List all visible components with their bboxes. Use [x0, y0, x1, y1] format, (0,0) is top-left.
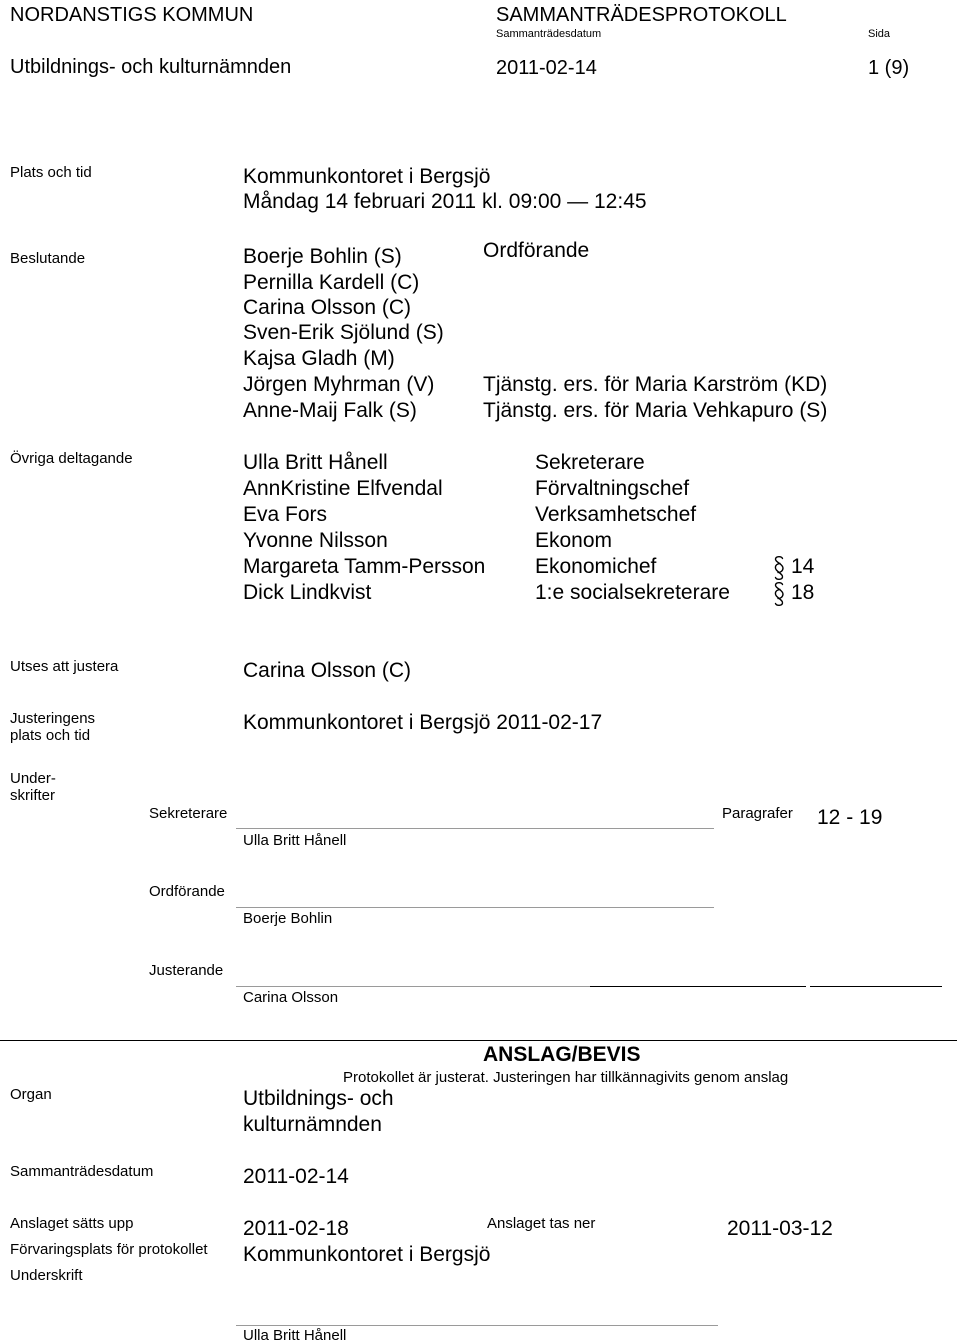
notice-divider: [0, 1040, 957, 1041]
notice-title: ANSLAG/BEVIS: [483, 1043, 641, 1066]
deciding-label: Beslutande: [10, 250, 86, 267]
participant-name: Ulla Britt Hånell: [243, 451, 388, 474]
storage-label: Förvaringsplats för protokollet: [10, 1241, 208, 1258]
signatures-label-1: Under-: [10, 770, 56, 787]
chair-name: Boerje Bohlin: [243, 910, 333, 927]
meeting-date-label: Sammanträdesdatum: [496, 28, 602, 40]
adjust-place-label-2: plats och tid: [10, 727, 91, 744]
removed-label: Anslaget tas ner: [487, 1215, 596, 1232]
adjuster-signature-line-3: [810, 986, 942, 987]
participant-role: Sekreterare: [535, 451, 645, 474]
participant-role: Ekonomichef: [535, 555, 657, 578]
adjust-place-value: Kommunkontoret i Bergsjö 2011-02-17: [243, 711, 603, 734]
place-time-label: Plats och tid: [10, 164, 92, 181]
chair-signature-line: [236, 907, 714, 908]
section-sign-icon: [772, 581, 786, 607]
organ-line-1: Utbildnings- och: [243, 1087, 394, 1110]
participant-paragraph: 18: [791, 581, 815, 604]
secretary-name: Ulla Britt Hånell: [243, 832, 347, 849]
paragraphs-label: Paragrafer: [722, 805, 793, 822]
municipality-name: NORDANSTIGS KOMMUN: [10, 4, 254, 26]
others-label: Övriga deltagande: [10, 450, 133, 467]
member-name: Kajsa Gladh (M): [243, 347, 395, 370]
notice-signature-name: Ulla Britt Hånell: [243, 1327, 347, 1344]
place-line: Kommunkontoret i Bergsjö: [243, 165, 491, 188]
storage-value: Kommunkontoret i Bergsjö: [243, 1243, 491, 1266]
time-line: Måndag 14 februari 2011 kl. 09:00 — 12:45: [243, 190, 647, 213]
committee-name: Utbildnings- och kulturnämnden: [10, 56, 292, 78]
participant-name: Dick Lindkvist: [243, 581, 372, 604]
posted-label: Anslaget sätts upp: [10, 1215, 134, 1232]
participant-role: Ekonom: [535, 529, 613, 552]
page-number: 1 (9): [868, 57, 910, 79]
adjuster-signature-line-2: [590, 986, 806, 987]
member-name: Anne-Maij Falk (S): [243, 399, 417, 422]
page-label: Sida: [868, 28, 891, 40]
member-name: Sven-Erik Sjölund (S): [243, 321, 444, 344]
notice-signature-line: [236, 1325, 718, 1326]
adjuster-signature-line: [236, 986, 590, 987]
posted-value: 2011-02-18: [243, 1217, 349, 1240]
adjuster-value: Carina Olsson (C): [243, 659, 412, 682]
participant-name: Yvonne Nilsson: [243, 529, 388, 552]
adjuster-sign-label: Justerande: [149, 962, 224, 979]
participant-paragraph: 14: [791, 555, 815, 578]
section-sign-icon: [772, 555, 786, 581]
member-role: Ordförande: [483, 239, 590, 262]
secretary-label: Sekreterare: [149, 805, 228, 822]
adjuster-sign-name: Carina Olsson: [243, 989, 339, 1006]
document-type: SAMMANTRÄDESPROTOKOLL: [496, 4, 787, 26]
paragraphs-value: 12 - 19: [817, 806, 883, 829]
chair-label: Ordförande: [149, 883, 225, 900]
notice-date-label: Sammanträdesdatum: [10, 1163, 154, 1180]
member-name: Boerje Bohlin (S): [243, 245, 402, 268]
member-name: Carina Olsson (C): [243, 296, 412, 319]
participant-role: Förvaltningschef: [535, 477, 690, 500]
participant-role: 1:e socialsekreterare: [535, 581, 730, 604]
member-name: Pernilla Kardell (C): [243, 271, 420, 294]
removed-value: 2011-03-12: [727, 1217, 833, 1240]
member-role: Tjänstg. ers. för Maria Vehkapuro (S): [483, 399, 828, 422]
notice-date-value: 2011-02-14: [243, 1165, 349, 1188]
organ-line-2: kulturnämnden: [243, 1113, 382, 1136]
signature-label: Underskrift: [10, 1267, 83, 1284]
adjuster-label: Utses att justera: [10, 658, 119, 675]
member-name: Jörgen Myhrman (V): [243, 373, 435, 396]
participant-name: Margareta Tamm-Persson: [243, 555, 486, 578]
adjust-place-label-1: Justeringens: [10, 710, 96, 727]
participant-name: AnnKristine Elfvendal: [243, 477, 443, 500]
signatures-label-2: skrifter: [10, 787, 55, 804]
secretary-signature-line: [236, 828, 714, 829]
member-role: Tjänstg. ers. för Maria Karström (KD): [483, 373, 828, 396]
organ-label: Organ: [10, 1086, 52, 1103]
notice-subtitle: Protokollet är justerat. Justeringen har tillkännagivits genom anslag: [343, 1069, 789, 1086]
participant-role: Verksamhetschef: [535, 503, 697, 526]
participant-name: Eva Fors: [243, 503, 328, 526]
meeting-date: 2011-02-14: [496, 57, 597, 79]
